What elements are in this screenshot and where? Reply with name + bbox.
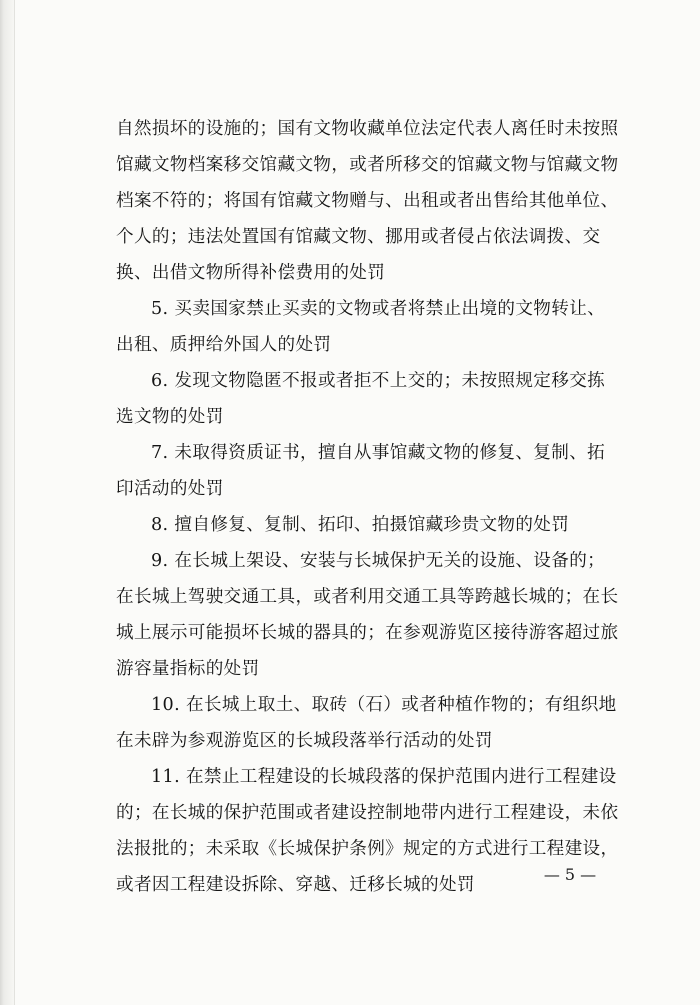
list-item-5-line: 5. 买卖国家禁止买卖的文物或者将禁止出境的文物转让、 [151,299,606,319]
text-line: 在长城上驾驶交通工具，或者利用交通工具等跨越长城的；在长 [116,587,619,607]
text-line: 出租、质押给外国人的处罚 [116,335,332,355]
list-item-6-line: 6. 发现文物隐匿不报或者拒不上交的；未按照规定移交拣 [151,371,606,391]
list-item-7-line: 7. 未取得资质证书，擅自从事馆藏文物的修复、复制、拓 [151,443,606,463]
text-line: 自然损坏的设施的；国有文物收藏单位法定代表人离任时未按照 [116,119,619,139]
list-item-9-line: 9. 在长城上架设、安装与长城保护无关的设施、设备的； [151,551,606,571]
text-line: 档案不符的；将国有馆藏文物赠与、出租或者出售给其他单位、 [116,191,619,211]
text-line: 的；在长城的保护范围或者建设控制地带内进行工程建设，未依 [116,803,619,823]
text-line: 选文物的处罚 [116,407,224,427]
list-item-11-line: 11. 在禁止工程建设的长城段落的保护范围内进行工程建设 [151,767,617,787]
text-line: 城上展示可能损坏长城的器具的；在参观游览区接待游客超过旅 [116,623,619,643]
scan-edge-shadow [0,0,14,1005]
page-number: — 5 — [543,865,597,884]
text-line: 馆藏文物档案移交馆藏文物，或者所移交的馆藏文物与馆藏文物 [116,155,619,175]
text-line: 换、出借文物所得补偿费用的处罚 [116,263,386,283]
text-line: 法报批的；未采取《长城保护条例》规定的方式进行工程建设， [116,839,619,859]
list-item-10-line: 10. 在长城上取土、取砖（石）或者种植作物的；有组织地 [151,695,617,715]
text-line: 个人的；违法处置国有馆藏文物、挪用或者侵占依法调拨、交 [116,227,601,247]
text-line: 在未辟为参观游览区的长城段落举行活动的处罚 [116,731,493,751]
text-line: 游容量指标的处罚 [116,659,260,679]
scan-edge-line [14,0,15,1005]
text-line: 印活动的处罚 [116,479,224,499]
text-line: 或者因工程建设拆除、穿越、迁移长城的处罚 [116,875,475,895]
list-item-8-line: 8. 擅自修复、复制、拓印、拍摄馆藏珍贵文物的处罚 [151,515,570,535]
